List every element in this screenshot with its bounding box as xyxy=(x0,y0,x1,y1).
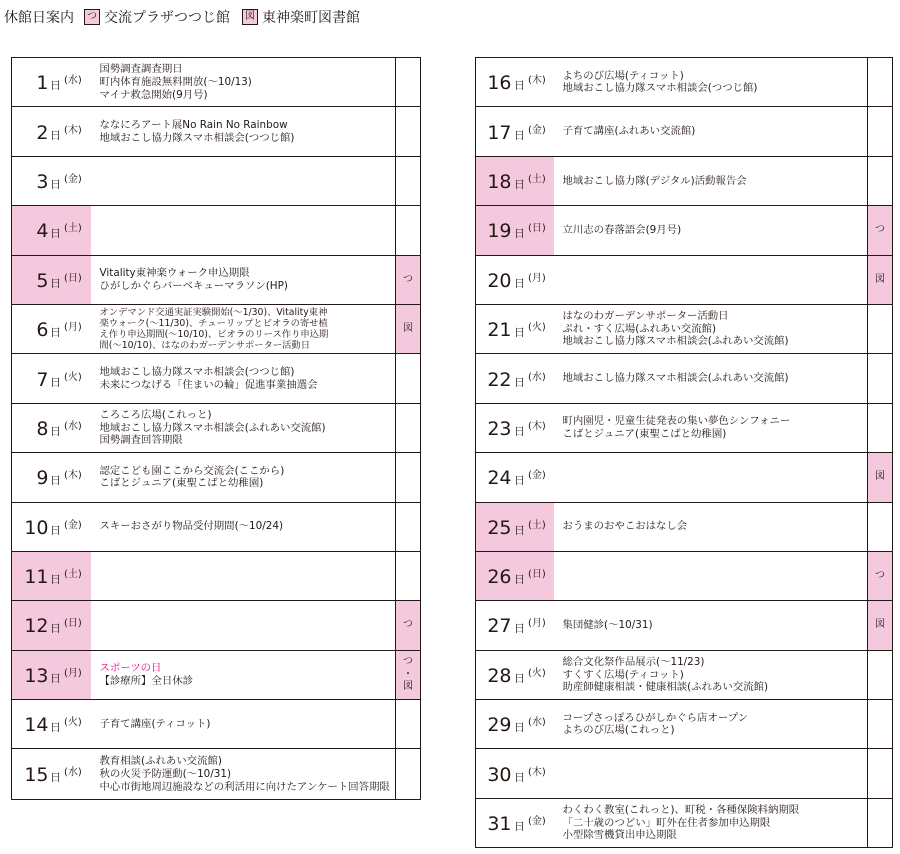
closure-mark: つ xyxy=(403,656,413,668)
day-row xyxy=(476,206,893,255)
day-of-week: (日) xyxy=(528,569,546,581)
closure-mark: つ xyxy=(875,569,885,581)
day-row xyxy=(12,58,421,107)
event-line: 地域おこし協力隊スマホ相談会(つつじ館) xyxy=(99,365,295,378)
day-of-week: (土) xyxy=(528,519,546,531)
day-number: 4 xyxy=(36,220,49,243)
day-unit: 日 xyxy=(50,672,61,686)
day-date-cell xyxy=(476,798,554,847)
day-number: 9 xyxy=(36,467,49,490)
closure-mark: ・ xyxy=(403,668,413,680)
event-line: 子育て講座(ふれあい交流館) xyxy=(562,125,696,138)
day-unit: 日 xyxy=(50,523,61,537)
day-date-cell xyxy=(12,255,91,304)
day-events-cell xyxy=(554,304,868,353)
day-date-cell xyxy=(476,58,554,107)
closure-mark: 図 xyxy=(875,471,885,483)
day-date-cell xyxy=(12,206,91,255)
day-row xyxy=(476,354,893,403)
day-row xyxy=(476,107,893,156)
closure-mark-cell xyxy=(868,601,893,650)
closure-mark-cell xyxy=(396,156,421,205)
closure-mark-cell xyxy=(396,206,421,255)
day-of-week: (水) xyxy=(528,371,546,383)
day-events-cell xyxy=(554,798,868,847)
event-line: 【診療所】全日休診 xyxy=(99,674,194,687)
day-of-week: (木) xyxy=(528,421,546,433)
day-number: 6 xyxy=(36,319,49,342)
event-line: 国勢調査調査期日 xyxy=(99,63,183,76)
day-unit: 日 xyxy=(50,622,61,636)
day-events-cell xyxy=(91,206,396,255)
closure-mark-cell xyxy=(396,749,421,800)
day-number: 23 xyxy=(487,417,512,440)
event-line: 地域おこし協力隊(デジタル)活動報告会 xyxy=(562,174,747,187)
day-row xyxy=(12,206,421,255)
day-of-week: (日) xyxy=(64,618,82,630)
day-date-cell xyxy=(476,206,554,255)
day-date-cell xyxy=(476,700,554,749)
closure-mark: 図 xyxy=(403,681,413,693)
day-of-week: (金) xyxy=(528,816,546,828)
legend-mark-library: 図 xyxy=(242,9,258,25)
day-unit: 日 xyxy=(514,523,525,537)
closure-mark-cell xyxy=(396,354,421,403)
event-line: 小型除雪機貸出申込期限 xyxy=(562,829,677,842)
day-of-week: (火) xyxy=(528,668,546,680)
event-line: コープさっぽろひがしかぐら店オープン xyxy=(562,711,749,724)
event-line: ななにろアート展No Rain No Rainbow xyxy=(99,118,288,131)
day-number: 5 xyxy=(36,269,49,292)
day-number: 25 xyxy=(487,516,512,539)
day-of-week: (水) xyxy=(64,767,82,779)
day-date-cell xyxy=(476,107,554,156)
day-unit: 日 xyxy=(514,474,525,488)
day-number: 15 xyxy=(24,764,49,787)
closure-mark: つ xyxy=(403,619,413,631)
day-of-week: (月) xyxy=(528,272,546,284)
event-line: 中心市街地周辺施設などの利活用に向けたアンケート回答期限 xyxy=(99,780,390,793)
day-events-cell xyxy=(91,601,396,650)
event-line: こばとジュニア(東聖こばと幼稚園) xyxy=(562,427,727,440)
day-of-week: (月) xyxy=(64,668,82,680)
event-line: マイナ救急開始(9月号) xyxy=(99,88,208,101)
day-unit: 日 xyxy=(514,425,525,439)
legend-title: 休館日案内 xyxy=(4,10,74,26)
day-of-week: (日) xyxy=(64,272,82,284)
day-of-week: (木) xyxy=(528,766,546,778)
day-events-cell xyxy=(554,749,868,798)
closure-mark-cell xyxy=(868,453,893,502)
day-of-week: (水) xyxy=(64,421,82,433)
closure-mark-cell xyxy=(868,304,893,353)
day-number: 30 xyxy=(487,763,512,786)
day-row xyxy=(12,502,421,551)
day-number: 27 xyxy=(487,615,512,638)
day-date-cell xyxy=(12,107,91,156)
day-row xyxy=(476,551,893,600)
day-events-cell xyxy=(554,650,868,699)
day-unit: 日 xyxy=(50,573,61,587)
day-events-cell xyxy=(554,551,868,600)
event-line: ひがしかぐらバーベキューマラソン(HP) xyxy=(99,279,288,292)
event-line: 立川志の春落語会(9月号) xyxy=(562,224,682,237)
closure-mark-cell xyxy=(396,403,421,452)
day-events-cell xyxy=(91,255,396,304)
closure-mark-cell xyxy=(396,58,421,107)
event-line: こばとジュニア(東聖こばと幼稚園) xyxy=(99,477,264,490)
closure-mark-cell xyxy=(868,700,893,749)
day-number: 19 xyxy=(487,220,512,243)
day-number: 17 xyxy=(487,121,512,144)
holiday-label: スポーツの日 xyxy=(99,662,162,675)
day-number: 11 xyxy=(24,565,49,588)
event-line: 国勢調査回答期限 xyxy=(99,434,183,447)
day-date-cell xyxy=(476,156,554,205)
event-line: 助産師健康相談・健康相談(ふれあい交流館) xyxy=(562,681,769,694)
event-line: 未来につなげる「住まいの輪」促進事業抽選会 xyxy=(99,378,318,391)
day-row xyxy=(12,700,421,749)
event-line: 認定こども園ここから交流会(ここから) xyxy=(99,464,285,477)
day-events-cell xyxy=(91,58,396,107)
closure-mark-cell xyxy=(868,403,893,452)
event-line: はなのわガーデンサポーター活動日 xyxy=(562,310,729,323)
day-row xyxy=(476,58,893,107)
event-line: 地域おこし協力隊スマホ相談会(つつじ館) xyxy=(99,131,295,144)
event-line: え作り申込期間(〜10/10)、ビオラのリース作り申込期 xyxy=(99,329,329,341)
day-number: 28 xyxy=(487,664,512,687)
day-events-cell xyxy=(91,156,396,205)
closure-mark: つ xyxy=(403,273,413,285)
day-unit: 日 xyxy=(50,425,61,439)
day-number: 29 xyxy=(487,714,512,737)
day-of-week: (土) xyxy=(528,174,546,186)
closure-mark-cell xyxy=(868,749,893,798)
day-events-cell xyxy=(91,749,396,800)
day-of-week: (日) xyxy=(528,223,546,235)
day-row xyxy=(476,650,893,699)
day-events-cell xyxy=(554,601,868,650)
calendar-right xyxy=(475,57,893,848)
day-row xyxy=(12,304,421,353)
day-unit: 日 xyxy=(50,771,61,785)
day-of-week: (金) xyxy=(64,519,82,531)
day-row xyxy=(12,403,421,452)
event-line: わくわく教室(これっと)、町税・各種保険料納期限 xyxy=(562,804,800,817)
day-of-week: (木) xyxy=(64,470,82,482)
event-line: 子育て講座(ティコット) xyxy=(99,717,211,730)
day-date-cell xyxy=(476,650,554,699)
day-events-cell xyxy=(554,58,868,107)
day-unit: 日 xyxy=(514,276,525,290)
day-row xyxy=(12,749,421,800)
event-line: よちのび広場(ティコット) xyxy=(562,69,684,82)
day-unit: 日 xyxy=(514,820,525,834)
day-of-week: (水) xyxy=(64,75,82,87)
closure-mark: 図 xyxy=(403,322,413,334)
closure-mark-cell xyxy=(868,107,893,156)
event-line: 地域おこし協力隊スマホ相談会(ふれあい交流館) xyxy=(562,372,789,385)
day-number: 3 xyxy=(36,170,49,193)
day-date-cell xyxy=(12,453,91,502)
day-date-cell xyxy=(12,700,91,749)
event-line: おうまのおやこおはなし会 xyxy=(562,520,688,533)
day-events-cell xyxy=(91,551,396,600)
day-number: 7 xyxy=(36,368,49,391)
day-events-cell xyxy=(554,403,868,452)
day-row xyxy=(476,453,893,502)
closure-mark-cell xyxy=(868,255,893,304)
closure-mark: 図 xyxy=(875,619,885,631)
day-unit: 日 xyxy=(50,276,61,290)
day-unit: 日 xyxy=(514,79,525,93)
event-line: 間(〜10/10)、はなのわガーデンサポーター活動日 xyxy=(99,340,311,352)
day-unit: 日 xyxy=(50,474,61,488)
day-events-cell xyxy=(91,650,396,699)
day-events-cell xyxy=(91,502,396,551)
legend-label-tsutsuji: 交流プラザつつじ館 xyxy=(104,10,230,26)
closure-mark-cell xyxy=(396,700,421,749)
day-row xyxy=(476,403,893,452)
day-events-cell xyxy=(554,255,868,304)
closure-mark-cell xyxy=(396,502,421,551)
day-row xyxy=(476,700,893,749)
day-of-week: (木) xyxy=(528,75,546,87)
event-line: 地域おこし協力隊スマホ相談会(つつじ館) xyxy=(562,82,758,95)
day-of-week: (火) xyxy=(64,717,82,729)
day-events-cell xyxy=(91,403,396,452)
day-number: 2 xyxy=(36,121,49,144)
day-date-cell xyxy=(476,403,554,452)
closure-mark-cell xyxy=(868,502,893,551)
day-unit: 日 xyxy=(50,227,61,241)
day-date-cell xyxy=(12,58,91,107)
closure-mark: つ xyxy=(875,224,885,236)
day-events-cell xyxy=(91,107,396,156)
day-number: 26 xyxy=(487,565,512,588)
event-line: Vitality東神楽ウォーク申込期限 xyxy=(99,267,250,280)
day-of-week: (金) xyxy=(64,174,82,186)
closure-mark-cell xyxy=(868,798,893,847)
day-of-week: (火) xyxy=(528,322,546,334)
day-number: 14 xyxy=(24,714,49,737)
day-number: 10 xyxy=(24,516,49,539)
legend-label-library: 東神楽町図書館 xyxy=(262,10,360,26)
day-date-cell xyxy=(476,749,554,798)
day-date-cell xyxy=(476,551,554,600)
closure-mark-cell xyxy=(868,551,893,600)
closure-mark-cell xyxy=(868,58,893,107)
day-date-cell xyxy=(12,749,91,800)
day-events-cell xyxy=(554,107,868,156)
day-row xyxy=(12,107,421,156)
day-unit: 日 xyxy=(514,326,525,340)
day-unit: 日 xyxy=(50,326,61,340)
day-number: 22 xyxy=(487,368,512,391)
closure-mark-cell xyxy=(396,107,421,156)
closure-mark-cell xyxy=(868,650,893,699)
day-row xyxy=(12,650,421,699)
event-line: 秋の火災予防運動(〜10/31) xyxy=(99,768,232,781)
day-row xyxy=(12,255,421,304)
day-row xyxy=(476,255,893,304)
day-date-cell xyxy=(12,304,91,353)
closure-mark-cell xyxy=(396,304,421,353)
day-unit: 日 xyxy=(514,770,525,784)
day-number: 13 xyxy=(24,664,49,687)
day-number: 8 xyxy=(36,417,49,440)
day-row xyxy=(476,798,893,847)
closure-mark-cell xyxy=(396,551,421,600)
day-row xyxy=(476,304,893,353)
day-unit: 日 xyxy=(50,79,61,93)
day-number: 31 xyxy=(487,812,512,835)
closure-mark-cell xyxy=(396,601,421,650)
day-of-week: (火) xyxy=(64,371,82,383)
day-row xyxy=(476,601,893,650)
event-line: 町内体育施設無料開放(〜10/13) xyxy=(99,75,252,88)
calendar-left xyxy=(11,57,421,800)
day-date-cell xyxy=(12,354,91,403)
event-line: 教育相談(ふれあい交流館) xyxy=(99,755,222,768)
event-line: すくすく広場(ティコット) xyxy=(562,668,684,681)
day-date-cell xyxy=(12,650,91,699)
day-of-week: (金) xyxy=(528,124,546,136)
day-number: 16 xyxy=(487,72,512,95)
day-row xyxy=(12,156,421,205)
day-number: 21 xyxy=(487,319,512,342)
day-number: 20 xyxy=(487,269,512,292)
closure-mark-cell xyxy=(396,255,421,304)
day-date-cell xyxy=(476,354,554,403)
day-of-week: (月) xyxy=(528,618,546,630)
closure-mark-cell xyxy=(868,354,893,403)
day-events-cell xyxy=(554,354,868,403)
day-date-cell xyxy=(476,453,554,502)
event-line: 「二十歳のつどい」町外在住者参加申込期限 xyxy=(562,816,771,829)
day-number: 1 xyxy=(36,72,49,95)
day-unit: 日 xyxy=(50,178,61,192)
event-line: 集団健診(〜10/31) xyxy=(562,619,653,632)
day-unit: 日 xyxy=(514,622,525,636)
day-of-week: (月) xyxy=(64,322,82,334)
day-unit: 日 xyxy=(514,178,525,192)
event-line: 総合文化祭作品展示(〜11/23) xyxy=(562,655,705,668)
day-row xyxy=(12,551,421,600)
event-line: ころころ広場(これっと) xyxy=(99,408,212,421)
day-unit: 日 xyxy=(50,375,61,389)
day-number: 18 xyxy=(487,170,512,193)
day-unit: 日 xyxy=(514,573,525,587)
day-date-cell xyxy=(476,255,554,304)
day-of-week: (水) xyxy=(528,717,546,729)
day-date-cell xyxy=(12,156,91,205)
closure-mark-cell xyxy=(868,156,893,205)
day-row xyxy=(12,601,421,650)
day-date-cell xyxy=(476,502,554,551)
closure-mark: 図 xyxy=(875,273,885,285)
day-date-cell xyxy=(12,551,91,600)
event-line: ぷれ・すく広場(ふれあい交流館) xyxy=(562,322,717,335)
day-row xyxy=(476,749,893,798)
event-line: 地域おこし協力隊スマホ相談会(ふれあい交流館) xyxy=(562,335,789,348)
day-unit: 日 xyxy=(514,375,525,389)
day-events-cell xyxy=(91,354,396,403)
day-events-cell xyxy=(554,502,868,551)
day-row xyxy=(476,502,893,551)
legend xyxy=(4,4,372,30)
event-line: 楽ウォーク(〜11/30)、チューリップとビオラの寄せ植 xyxy=(99,317,328,329)
event-line: 地域おこし協力隊スマホ相談会(ふれあい交流館) xyxy=(99,421,326,434)
day-of-week: (土) xyxy=(64,569,82,581)
day-of-week: (金) xyxy=(528,470,546,482)
closure-mark-cell xyxy=(868,206,893,255)
day-events-cell xyxy=(554,453,868,502)
day-date-cell xyxy=(12,502,91,551)
day-number: 12 xyxy=(24,615,49,638)
day-date-cell xyxy=(476,601,554,650)
event-line: 町内園児・児童生徒発表の集い夢色シンフォニー xyxy=(562,415,791,428)
event-line: オンデマンド交通実証実験開始(〜1/30)、Vitality東神 xyxy=(99,306,328,318)
day-date-cell xyxy=(476,304,554,353)
event-line: よちのび広場(これっと) xyxy=(562,724,675,737)
day-events-cell xyxy=(91,453,396,502)
legend-mark-tsutsuji: つ xyxy=(84,9,100,25)
day-events-cell xyxy=(554,156,868,205)
closure-mark-cell xyxy=(396,650,421,699)
day-unit: 日 xyxy=(514,721,525,735)
day-events-cell xyxy=(554,700,868,749)
closure-mark-cell xyxy=(396,453,421,502)
day-row xyxy=(12,453,421,502)
event-line: スキーおさがり物品受付期間(〜10/24) xyxy=(99,520,284,533)
day-unit: 日 xyxy=(50,721,61,735)
day-unit: 日 xyxy=(50,128,61,142)
day-events-cell xyxy=(91,700,396,749)
day-unit: 日 xyxy=(514,128,525,142)
day-events-cell xyxy=(91,304,396,353)
day-row xyxy=(12,354,421,403)
day-date-cell xyxy=(12,601,91,650)
day-number: 24 xyxy=(487,467,512,490)
day-unit: 日 xyxy=(514,227,525,241)
day-unit: 日 xyxy=(514,672,525,686)
day-of-week: (木) xyxy=(64,124,82,136)
day-date-cell xyxy=(12,403,91,452)
day-of-week: (土) xyxy=(64,223,82,235)
day-events-cell xyxy=(554,206,868,255)
day-row xyxy=(476,156,893,205)
